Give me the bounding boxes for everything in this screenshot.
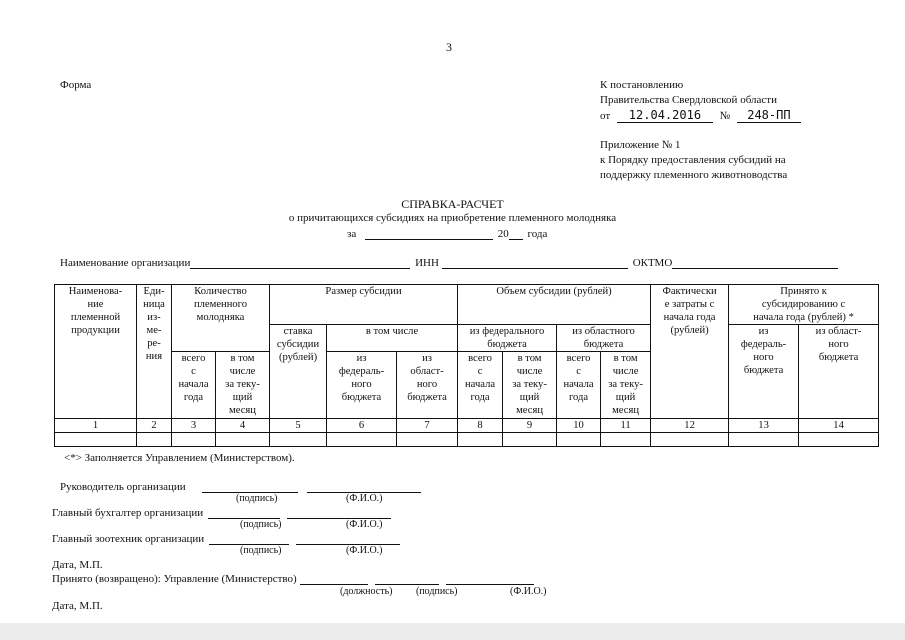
header-qty-total: всего с начала года (172, 352, 216, 419)
header-reg-total: всего с начала года (557, 352, 601, 419)
appendix-line-3: поддержку племенного животноводства (600, 169, 788, 181)
inn-label: ИНН (415, 257, 439, 269)
header-fed-total: всего с начала года (458, 352, 503, 419)
accountant-label: Главный бухгалтер организации (52, 507, 204, 519)
page-number: 3 (446, 40, 452, 54)
header-including: в том числе (327, 325, 458, 352)
form-label: Форма (60, 79, 92, 91)
header-product-name: Наименова- ние племенной продукции (55, 285, 137, 419)
inn-field[interactable] (442, 256, 628, 269)
accountant-signature-field[interactable] (208, 506, 280, 519)
header-volume-regional: из областного бюджета (557, 325, 651, 352)
document-period (347, 227, 547, 240)
accountant-signature-row (52, 506, 391, 519)
table-cell[interactable] (172, 433, 216, 447)
header-actual-costs: Фактически е затраты с начала года (рублей) (651, 285, 729, 419)
footnote: <*> Заполняется Управлением (Министерством). (64, 452, 295, 464)
appendix-line-1: Приложение № 1 (600, 139, 681, 151)
period-prefix: за (347, 228, 357, 240)
head-label: Руководитель организации (60, 481, 186, 493)
col-number: 11 (601, 419, 651, 433)
table-cell[interactable] (55, 433, 137, 447)
accepted-position-field[interactable] (300, 572, 368, 585)
header-accepted: Принято к субсидированию с начала года (рублей) * (729, 285, 879, 325)
org-name-field[interactable] (190, 256, 410, 269)
col-number: 12 (651, 419, 729, 433)
col-number: 9 (503, 419, 557, 433)
decree-line-2: Правительства Свердловской области (600, 94, 777, 106)
col-number: 6 (327, 419, 397, 433)
oktmo-field[interactable] (672, 256, 838, 269)
document-subtitle: о причитающихся субсидиях на приобретение племенного молодняка (288, 212, 617, 224)
header-size-federal: из федераль- ного бюджета (327, 352, 397, 419)
table-cell[interactable] (557, 433, 601, 447)
col-number: 2 (137, 419, 172, 433)
position-hint: (должность) (340, 586, 393, 597)
table-cell[interactable] (397, 433, 458, 447)
decree-number-label: № (719, 110, 731, 122)
header-quantity: Количество племенного молодняка (172, 285, 270, 352)
col-number: 13 (729, 419, 799, 433)
head-signature-row (60, 480, 421, 493)
header-unit: Еди- ница из- ме- ре- ния (137, 285, 172, 419)
year-blank[interactable] (509, 227, 523, 240)
table-cell[interactable] (458, 433, 503, 447)
period-year: 20 (497, 228, 509, 240)
table-row (55, 433, 879, 447)
col-number: 8 (458, 419, 503, 433)
signature-hint: (подпись) (240, 519, 282, 530)
scan-edge (0, 623, 905, 640)
header-rate: ставка субсидии (рублей) (270, 325, 327, 419)
org-fields-row (60, 256, 838, 269)
header-accepted-federal: из федераль- ного бюджета (729, 325, 799, 419)
subsidy-table (54, 284, 879, 447)
decree-number: 248-ПП (737, 108, 801, 123)
table-cell[interactable] (651, 433, 729, 447)
zootech-signature-row (52, 532, 400, 545)
accepted-signature-field[interactable] (375, 572, 439, 585)
header-subsidy-volume: Объем субсидии (рублей) (458, 285, 651, 325)
header-size-regional: из област- ного бюджета (397, 352, 458, 419)
fio-hint: (Ф.И.О.) (346, 519, 383, 530)
date-stamp: Дата, М.П. (52, 559, 103, 571)
accepted-row (52, 572, 534, 585)
org-name-label: Наименование организации (60, 257, 191, 269)
table-cell[interactable] (799, 433, 879, 447)
header-accepted-regional: из област- ного бюджета (799, 325, 879, 419)
table-cell[interactable] (216, 433, 270, 447)
appendix-line-2: к Порядку предоставления субсидий на (600, 154, 786, 166)
table-cell[interactable] (601, 433, 651, 447)
decree-date: 12.04.2016 (617, 108, 713, 123)
table-cell[interactable] (270, 433, 327, 447)
table-cell[interactable] (327, 433, 397, 447)
date-stamp-2: Дата, М.П. (52, 600, 103, 612)
col-number: 7 (397, 419, 458, 433)
zootech-label: Главный зоотехник организации (52, 533, 205, 545)
header-reg-month: в том числе за теку- щий месяц (601, 352, 651, 419)
decree-date-line (600, 108, 801, 123)
col-number: 4 (216, 419, 270, 433)
col-number: 5 (270, 419, 327, 433)
period-suffix: года (527, 228, 548, 240)
header-volume-federal: из федерального бюджета (458, 325, 557, 352)
head-fio-field[interactable] (307, 480, 421, 493)
signature-hint: (подпись) (416, 586, 458, 597)
column-number-row (55, 419, 879, 433)
document-title: СПРАВКА-РАСЧЕТ (401, 197, 504, 211)
table-cell[interactable] (137, 433, 172, 447)
table-cell[interactable] (503, 433, 557, 447)
zootech-fio-field[interactable] (296, 532, 400, 545)
signature-hint: (подпись) (240, 545, 282, 556)
header-qty-month: в том числе за теку- щий месяц (216, 352, 270, 419)
decree-from-label: от (600, 110, 611, 122)
table-cell[interactable] (729, 433, 799, 447)
signature-hint: (подпись) (236, 493, 278, 504)
col-number: 10 (557, 419, 601, 433)
decree-line-1: К постановлению (600, 79, 684, 91)
fio-hint: (Ф.И.О.) (346, 493, 383, 504)
accepted-fio-field[interactable] (446, 572, 534, 585)
header-fed-month: в том числе за теку- щий месяц (503, 352, 557, 419)
head-signature-field[interactable] (202, 480, 298, 493)
accountant-fio-field[interactable] (287, 506, 391, 519)
col-number: 14 (799, 419, 879, 433)
col-number: 3 (172, 419, 216, 433)
period-blank[interactable] (365, 227, 493, 240)
fio-hint: (Ф.И.О.) (510, 586, 547, 597)
zootech-signature-field[interactable] (209, 532, 289, 545)
col-number: 1 (55, 419, 137, 433)
accepted-label: Принято (возвращено): Управление (Министерство) (52, 573, 297, 585)
fio-hint: (Ф.И.О.) (346, 545, 383, 556)
header-subsidy-size: Размер субсидии (270, 285, 458, 325)
oktmo-label: ОКТМО (632, 257, 673, 269)
